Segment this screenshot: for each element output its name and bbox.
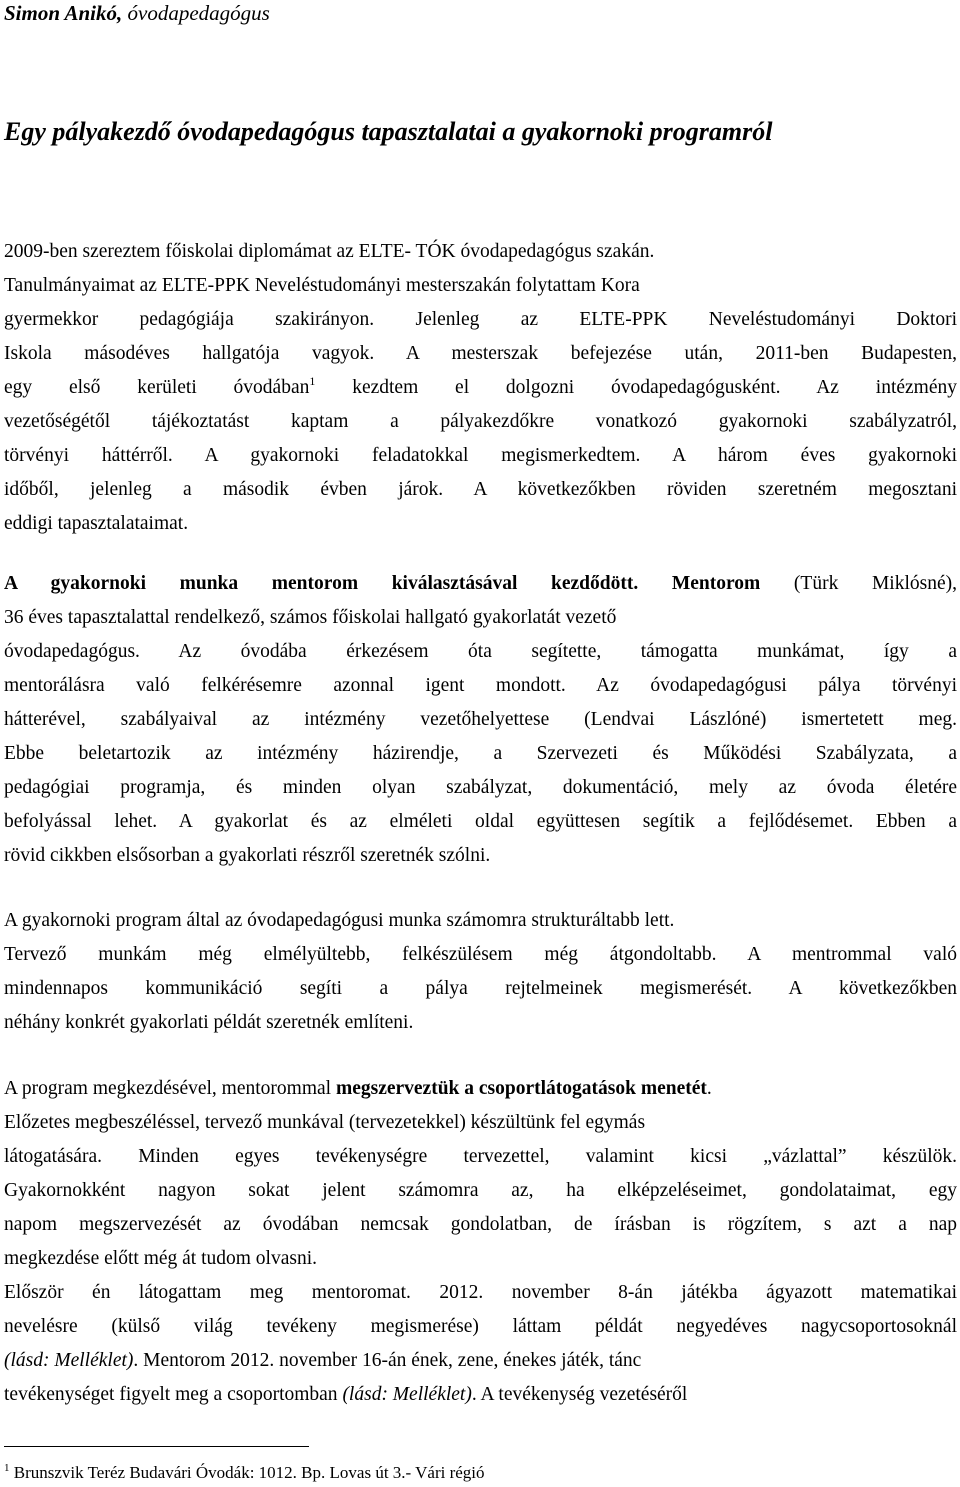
text-segment: kezdtem el dolgozni óvodapedagógusként. Az intézmény (315, 377, 957, 398)
text-line: Tanulmányaimat az ELTE-PPK Neveléstudományi mesterszakán folytattam Kora (4, 275, 640, 296)
text-line (4, 376, 957, 400)
footnote (4, 1462, 485, 1484)
italic-segment: (lásd: Melléklet) (342, 1384, 472, 1405)
text-line: óvodapedagógus. Az óvodába érkezésem óta segítette, támogatta munkámat, így a (4, 641, 957, 662)
text-line: látogatására. Minden egyes tevékenységre tervezettel, valamint kicsi „vázlattal” készülök. (4, 1146, 957, 1167)
text-line: Tervező munkám még elmélyültebb, felkészülésem még átgondoltabb. A mentrommal való (4, 944, 957, 965)
text-line: vezetőségétől tájékoztatást kaptam a pályakezdőkre vonatkozó gyakornoki szabályzatról, (4, 411, 957, 432)
text-line: eddigi tapasztalataimat. (4, 513, 189, 534)
document-title: Egy pályakezdő óvodapedagógus tapasztalatai a gyakornoki programról (4, 117, 773, 146)
text-segment: (Türk Miklósné), (760, 573, 957, 594)
footnote-divider (4, 1446, 309, 1447)
text-line (4, 1383, 687, 1407)
footnote-number: 1 (4, 1462, 10, 1474)
text-line (4, 572, 957, 596)
text-line: 36 éves tapasztalattal rendelkező, számos főiskolai hallgató gyakorlatát vezető (4, 607, 617, 628)
footnote-text: Brunszvik Teréz Budavári Óvodák: 1012. Bp. Lovas út 3.- Vári régió (9, 1463, 485, 1482)
bold-segment: A gyakornoki munka mentorom kiválasztásával kezdődött. Mentorom (4, 573, 761, 594)
text-line: időből, jelenleg a második évben járok. A következőkben röviden szeretném megosztani (4, 479, 957, 500)
text-line (4, 1349, 641, 1373)
text-segment: . Mentorom 2012. november 16-án ének, zene, énekes játék, tánc (133, 1350, 642, 1371)
text-line: nevelésre (külső világ tevékeny megismerése) láttam példát negyedéves nagycsoportosoknál (4, 1316, 957, 1337)
text-line: rövid cikkben elsősorban a gyakorlati részről szeretnék szólni. (4, 845, 491, 866)
text-line: mindennapos kommunikáció segíti a pálya rejtelmeinek megismerését. A következőkben (4, 978, 957, 999)
text-line: törvényi háttérről. A gyakornoki feladatokkal megismerkedtem. A három éves gyakornoki (4, 445, 957, 466)
author-role: óvodapedagógus (127, 1, 270, 25)
text-line: megkezdése előtt még át tudom olvasni. (4, 1248, 317, 1269)
text-line: Iskola másodéves hallgatója vagyok. A mesterszak befejezése után, 2011-ben Budapesten, (4, 343, 957, 364)
text-line: hátterével, szabályaival az intézmény vezetőhelyettese (Lendvai Lászlóné) ismertetett meg. (4, 709, 957, 730)
text-line: pedagógiai programja, és minden olyan szabályzat, dokumentáció, mely az óvoda életére (4, 777, 957, 798)
text-line: mentorálásra való felkérésemre azonnal igent mondott. Az óvodapedagógusi pálya törvényi (4, 675, 957, 696)
text-segment: . (706, 1078, 712, 1099)
text-line: Először én látogattam meg mentoromat. 2012. november 8-án játékba ágyazott matematikai (4, 1282, 957, 1303)
text-segment: tevékenységet figyelt meg a csoportomban (4, 1384, 343, 1405)
author-name: Simon Anikó, (4, 1, 123, 25)
text-line: 2009-ben szereztem főiskolai diplomámat az ELTE- TÓK óvodapedagógus szakán. (4, 241, 655, 262)
text-line: Ebbe beletartozik az intézmény házirendje, a Szervezeti és Működési Szabályzata, a (4, 743, 957, 764)
author-line (4, 0, 270, 26)
text-segment: egy első kerületi óvodában (4, 377, 310, 398)
text-line: Gyakornokként nagyon sokat jelent számomra az, ha elképzeléseimet, gondolataimat, egy (4, 1180, 957, 1201)
text-segment: A program megkezdésével, mentorommal (4, 1078, 336, 1099)
text-line: néhány konkrét gyakorlati példát szeretnék említeni. (4, 1012, 414, 1033)
text-segment: . A tevékenység vezetéséről (471, 1384, 688, 1405)
text-line: napom megszervezését az óvodában nemcsak gondolatban, de írásban is rögzítem, s azt a nap (4, 1214, 957, 1235)
text-line: Előzetes megbeszéléssel, tervező munkával (tervezetekkel) készültünk fel egymás (4, 1112, 646, 1133)
text-line: A gyakornoki program által az óvodapedagógusi munka számomra strukturáltabb lett. (4, 910, 675, 931)
bold-segment: megszerveztük a csoportlátogatások menetét (335, 1078, 707, 1099)
footnote-ref: 1 (309, 374, 316, 388)
italic-segment: (lásd: Melléklet) (4, 1350, 134, 1371)
text-line: befolyással lehet. A gyakorlat és az elméleti oldal együttesen segítik a fejlődésemet. Ebben a (4, 811, 957, 832)
text-line (4, 1077, 712, 1101)
text-line: gyermekkor pedagógiája szakirányon. Jelenleg az ELTE-PPK Neveléstudományi Doktori (4, 309, 957, 330)
